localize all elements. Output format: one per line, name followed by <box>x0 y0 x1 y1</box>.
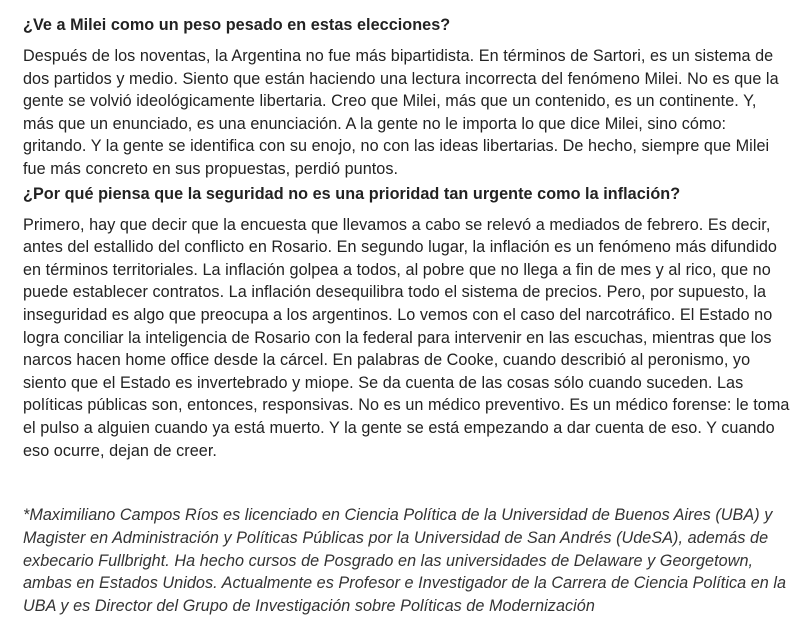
interview-answer-2: Primero, hay que decir que la encuesta que llevamos a cabo se relevó a mediados de febrero. Es decir, antes del estallido del conflicto en Rosario. En segundo lugar, la inflación es un fenómeno más difundido en términos territoriales. La inflación golpea a todos, al pobre que no llega a fin de mes y al rico, que no puede establecer contratos. La inflación desequilibra todo el sistema de precios. Pero, por supuesto, la inseguridad es algo que preocupa a los argentinos. Lo vemos con el caso del narcotráfico. El Estado no logra conciliar la inteligencia de Rosario con la federal para intervenir en las escuchas, mientras que los narcos hacen home office desde la cárcel. En palabras de Cooke, cuando describió al peronismo, yo siento que el Estado es invertebrado y miope. Se da cuenta de las cosas sólo cuando suceden. Las políticas públicas son, entonces, responsivas. No es un médico preventivo. Es un médico forense: le toma el pulso a alguien cuando ya está muerto. Y la gente se está empezando a dar cuenta de eso. Y cuando eso ocurre, dejan de creer. <box>23 215 790 460</box>
interview-question-2: ¿Por qué piensa que la seguridad no es una prioridad tan urgente como la inflación? <box>23 184 681 203</box>
interview-answer-1: Después de los noventas, la Argentina no fue más bipartidista. En términos de Sartori, es un sistema de dos partidos y medio. Siento que están haciendo una lectura incorrecta del fenómeno Milei. No es que la gente se volvió ideológicamente libertaria. Creo que Milei, más que un contenido, es un continente. Y, más que un enunciado, es una enunciación. A la gente no le importa lo que dice Milei, sino cómo: gritando. Y la gente se identifica con su enojo, no con las ideas libertarias. De hecho, siempre que Milei fue más concreto en sus propuestas, perdió puntos. <box>23 47 779 178</box>
interview-question-1: ¿Ve a Milei como un peso pesado en estas elecciones? <box>23 16 451 34</box>
author-bio: *Maximiliano Campos Ríos es licenciado en Ciencia Política de la Universidad de Buenos Aires (UBA) y Magister en Administración y Políticas Públicas por la Universidad de San Andrés (UdeSA), además de exbecario Fullbright. Ha hecho cursos de Posgrado en las universidades de Delaware y Georgetown, ambas en Estados Unidos. Actualmente es Profesor e Investigador de la Carrera de Ciencia Política en la UBA y es Director del Grupo de Investigación sobre Políticas de Modernización <box>23 506 787 616</box>
